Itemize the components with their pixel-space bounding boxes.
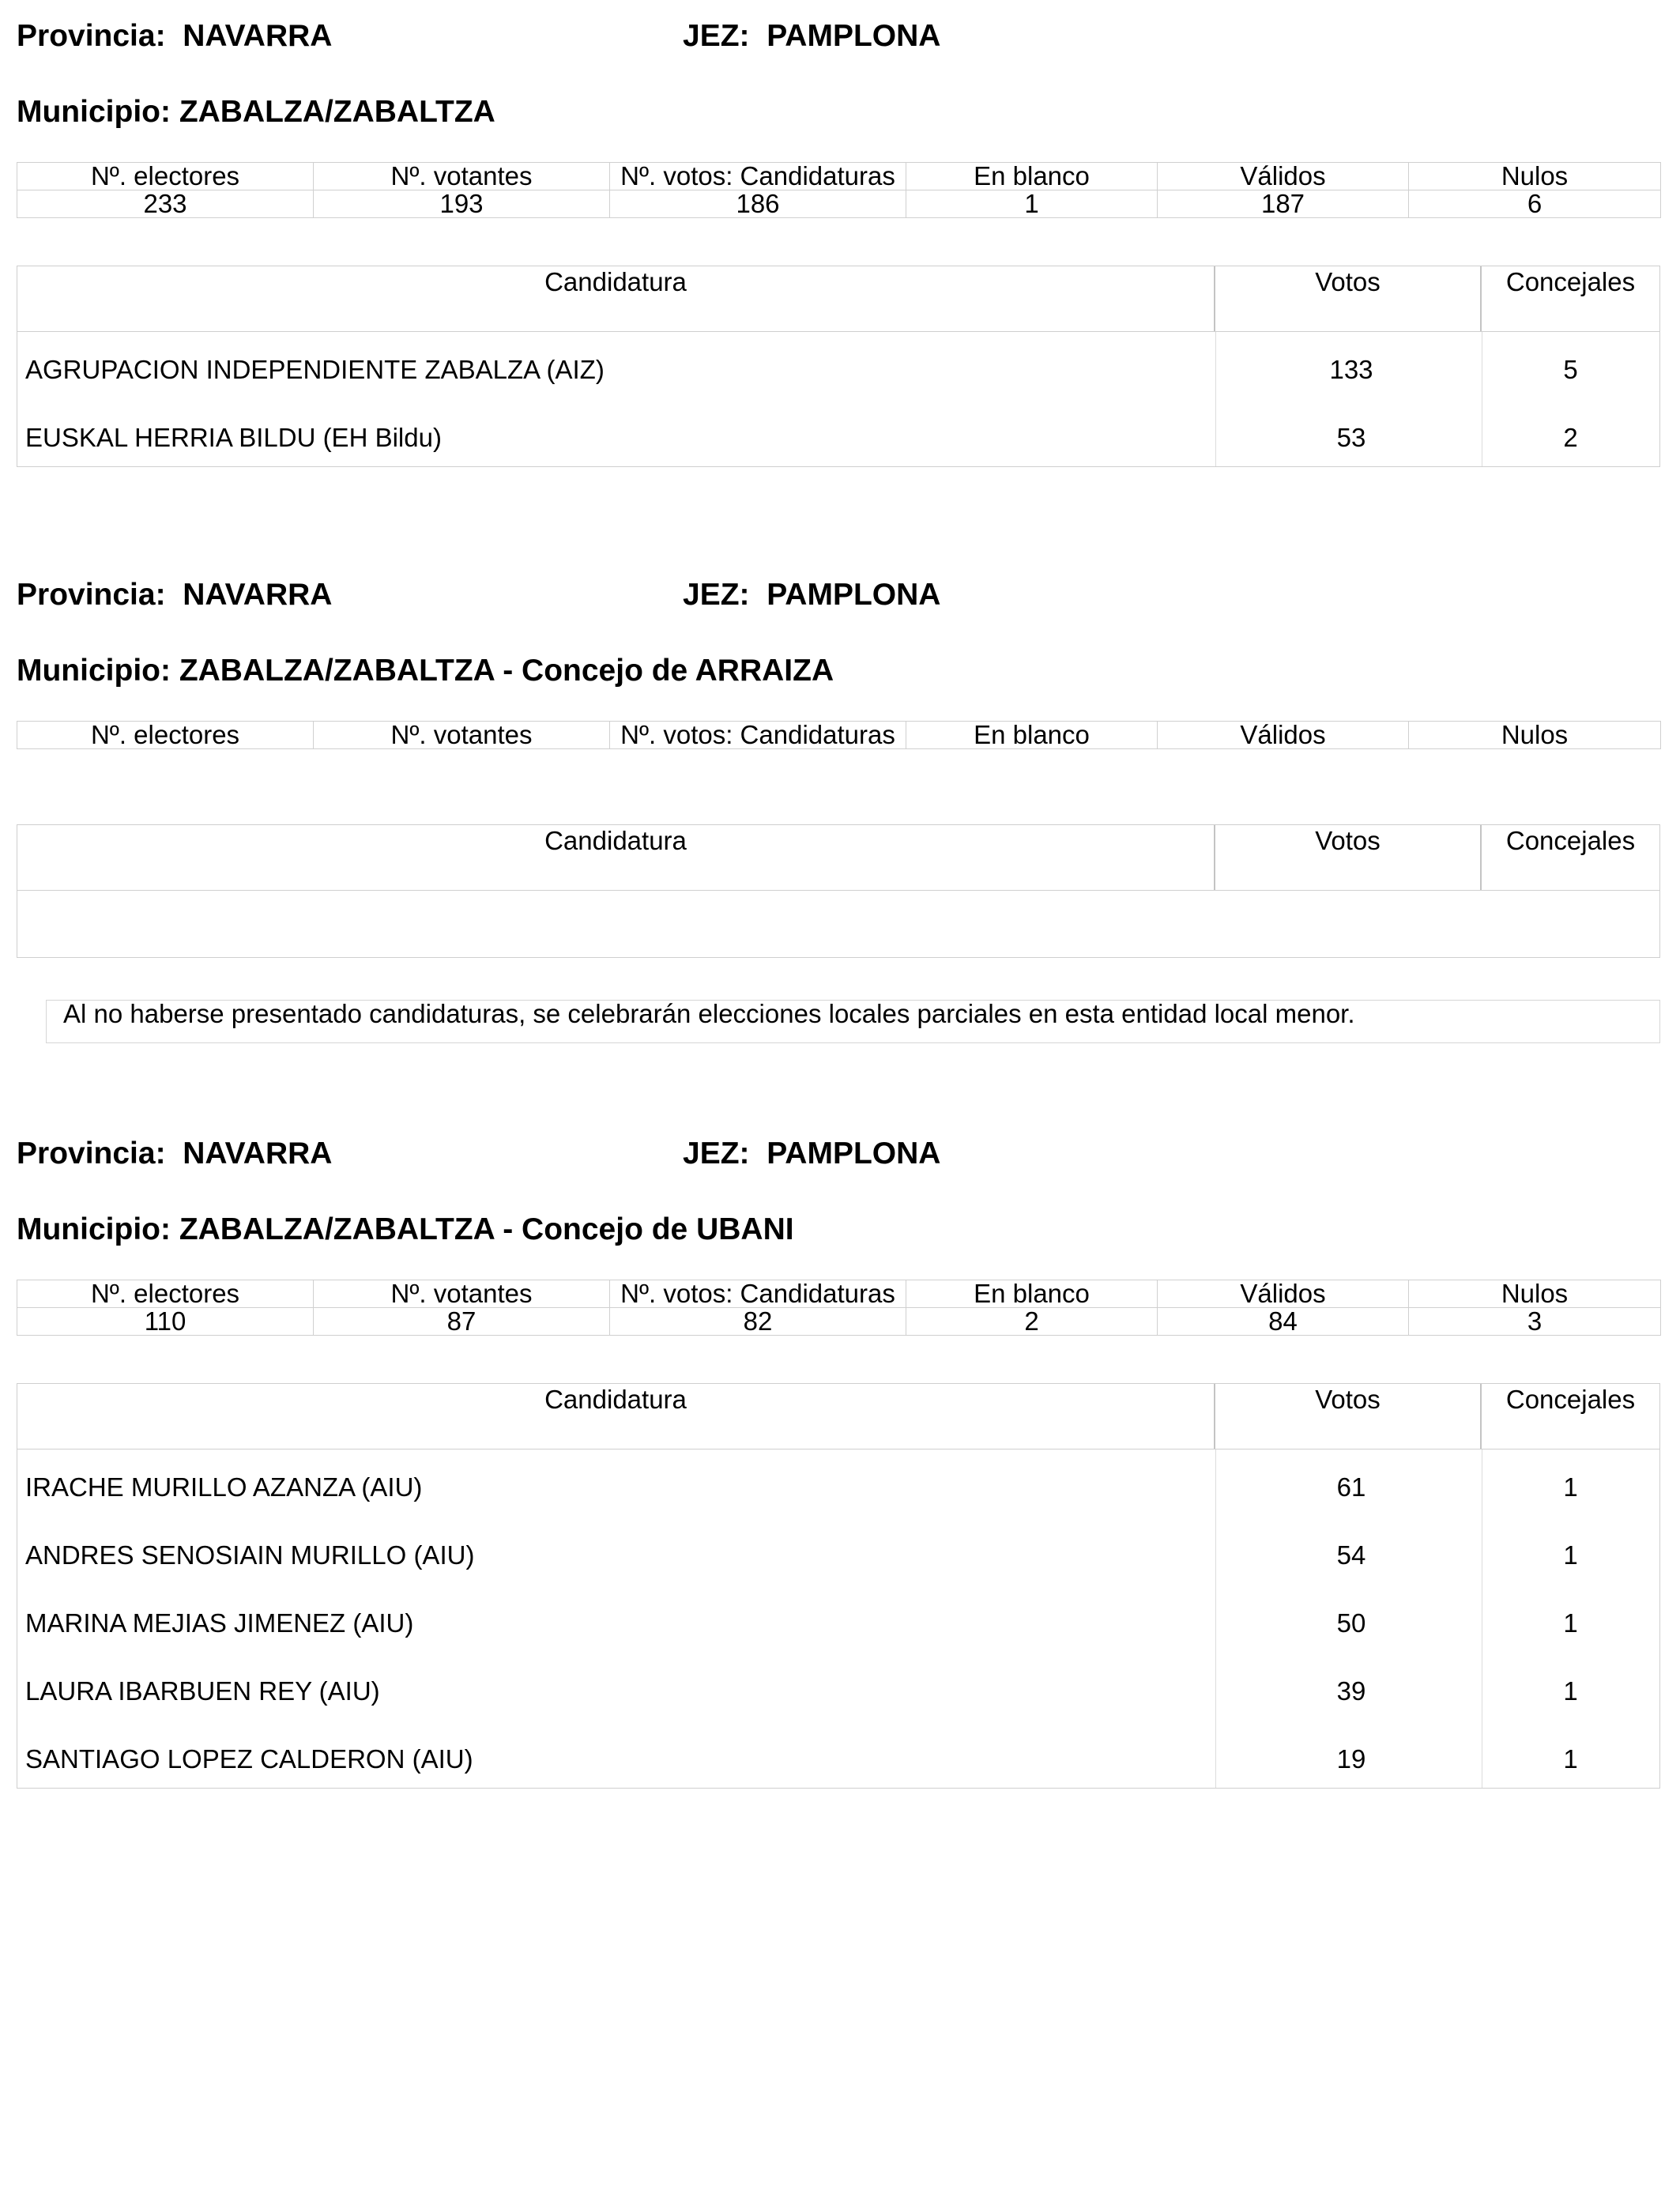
candidate-concejales: 2 — [1563, 423, 1578, 452]
candidate-name: MARINA MEJIAS JIMENEZ (AIU) — [25, 1608, 414, 1638]
table-row — [17, 1517, 1659, 1585]
stats-header: Nulos — [1409, 1280, 1661, 1308]
stats-header: Nº. electores — [17, 1280, 314, 1308]
stats-value: 2 — [906, 1308, 1158, 1336]
candidate-name: LAURA IBARBUEN REY (AIU) — [25, 1676, 380, 1706]
candidatura-table — [17, 1383, 1660, 1789]
stats-header: Nº. votos: Candidaturas — [610, 163, 906, 190]
stats-value: 187 — [1158, 190, 1409, 218]
provincia: Provincia: NAVARRA — [17, 19, 333, 53]
candidate-votos: 53 — [1336, 423, 1366, 452]
header-candidatura: Candidatura — [17, 1384, 1215, 1449]
municipio: Municipio: ZABALZA/ZABALTZA — [17, 95, 495, 129]
stats-value: 6 — [1409, 190, 1661, 218]
candidate-concejales: 1 — [1563, 1608, 1578, 1638]
candidate-votos: 133 — [1329, 355, 1373, 384]
candidatura-table — [17, 266, 1660, 467]
stats-header: Nº. votantes — [314, 722, 610, 749]
table-row — [17, 400, 1659, 468]
stats-header: Nulos — [1409, 163, 1661, 190]
stats-header: En blanco — [906, 722, 1158, 749]
stats-table — [17, 721, 1661, 749]
header-votos: Votos — [1215, 1384, 1482, 1449]
stats-header: Nº. votantes — [314, 163, 610, 190]
municipio: Municipio: ZABALZA/ZABALTZA - Concejo de ARRAIZA — [17, 654, 834, 688]
stats-table — [17, 162, 1661, 218]
stats-header: Válidos — [1158, 163, 1409, 190]
jez: JEZ: PAMPLONA — [683, 19, 941, 53]
stats-header: Nº. votos: Candidaturas — [610, 1280, 906, 1308]
stats-value: 84 — [1158, 1308, 1409, 1336]
candidate-name: EUSKAL HERRIA BILDU (EH Bildu) — [25, 423, 442, 452]
provincia: Provincia: NAVARRA — [17, 578, 333, 612]
candidatura-table — [17, 824, 1660, 958]
candidate-concejales: 5 — [1563, 355, 1578, 384]
municipio: Municipio: ZABALZA/ZABALTZA - Concejo de UBANI — [17, 1212, 794, 1246]
candidate-votos: 39 — [1336, 1676, 1366, 1706]
header-concejales: Concejales — [1505, 1385, 1636, 1414]
stats-header: Nº. votantes — [314, 1280, 610, 1308]
stats-value: 82 — [610, 1308, 906, 1336]
candidate-concejales: 1 — [1563, 1540, 1578, 1570]
candidatura-header-row — [17, 266, 1659, 332]
candidatura-header-row — [17, 1384, 1659, 1449]
stats-header: En blanco — [906, 163, 1158, 190]
stats-value: 1 — [906, 190, 1158, 218]
candidate-concejales: 1 — [1563, 1744, 1578, 1774]
stats-header-row — [17, 163, 1661, 190]
candidate-name: ANDRES SENOSIAIN MURILLO (AIU) — [25, 1540, 475, 1570]
candidate-name: IRACHE MURILLO AZANZA (AIU) — [25, 1472, 423, 1502]
candidate-votos: 61 — [1336, 1472, 1366, 1502]
stats-header: Nº. votos: Candidaturas — [610, 722, 906, 749]
header-candidatura: Candidatura — [17, 825, 1215, 890]
stats-value: 233 — [17, 190, 314, 218]
candidate-name: AGRUPACION INDEPENDIENTE ZABALZA (AIZ) — [25, 355, 605, 384]
header-concejales: Concejales — [1505, 267, 1636, 296]
stats-value: 110 — [17, 1308, 314, 1336]
stats-table — [17, 1280, 1661, 1336]
table-row — [17, 1449, 1659, 1517]
stats-value: 193 — [314, 190, 610, 218]
header-candidatura: Candidatura — [17, 266, 1215, 331]
section-zabalza — [17, 0, 1660, 452]
no-candidaturas-note: Al no haberse presentado candidaturas, se celebrarán elecciones locales parciales en esta entidad local menor. — [46, 1000, 1660, 1043]
stats-header: Válidos — [1158, 1280, 1409, 1308]
stats-header: Nº. electores — [17, 722, 314, 749]
section-ubani — [17, 1118, 1660, 1774]
section-arraiza — [17, 559, 1660, 1028]
stats-value: 3 — [1409, 1308, 1661, 1336]
stats-value-row — [17, 190, 1661, 218]
candidate-concejales: 1 — [1563, 1472, 1578, 1502]
stats-value-row — [17, 1308, 1661, 1336]
table-row — [17, 1585, 1659, 1653]
section-header — [17, 1118, 1660, 1173]
table-row — [17, 1721, 1659, 1789]
jez: JEZ: PAMPLONA — [683, 1137, 941, 1171]
jez: JEZ: PAMPLONA — [683, 578, 941, 612]
table-row — [17, 1653, 1659, 1721]
stats-header: Nº. electores — [17, 163, 314, 190]
section-header — [17, 559, 1660, 614]
stats-value: 186 — [610, 190, 906, 218]
section-header — [17, 0, 1660, 55]
candidate-name: SANTIAGO LOPEZ CALDERON (AIU) — [25, 1744, 473, 1774]
candidate-concejales: 1 — [1563, 1676, 1578, 1706]
stats-header: En blanco — [906, 1280, 1158, 1308]
table-row — [17, 332, 1659, 400]
header-concejales: Concejales — [1505, 826, 1636, 855]
stats-value: 87 — [314, 1308, 610, 1336]
stats-header-row — [17, 1280, 1661, 1308]
candidate-votos: 19 — [1336, 1744, 1366, 1774]
candidatura-header-row — [17, 825, 1659, 891]
header-votos: Votos — [1215, 266, 1482, 331]
candidate-votos: 50 — [1336, 1608, 1366, 1638]
candidate-votos: 54 — [1336, 1540, 1366, 1570]
header-votos: Votos — [1215, 825, 1482, 890]
empty-table-body — [17, 891, 1659, 957]
stats-header: Nulos — [1409, 722, 1661, 749]
provincia: Provincia: NAVARRA — [17, 1137, 333, 1171]
stats-header-row — [17, 722, 1661, 749]
stats-header: Válidos — [1158, 722, 1409, 749]
